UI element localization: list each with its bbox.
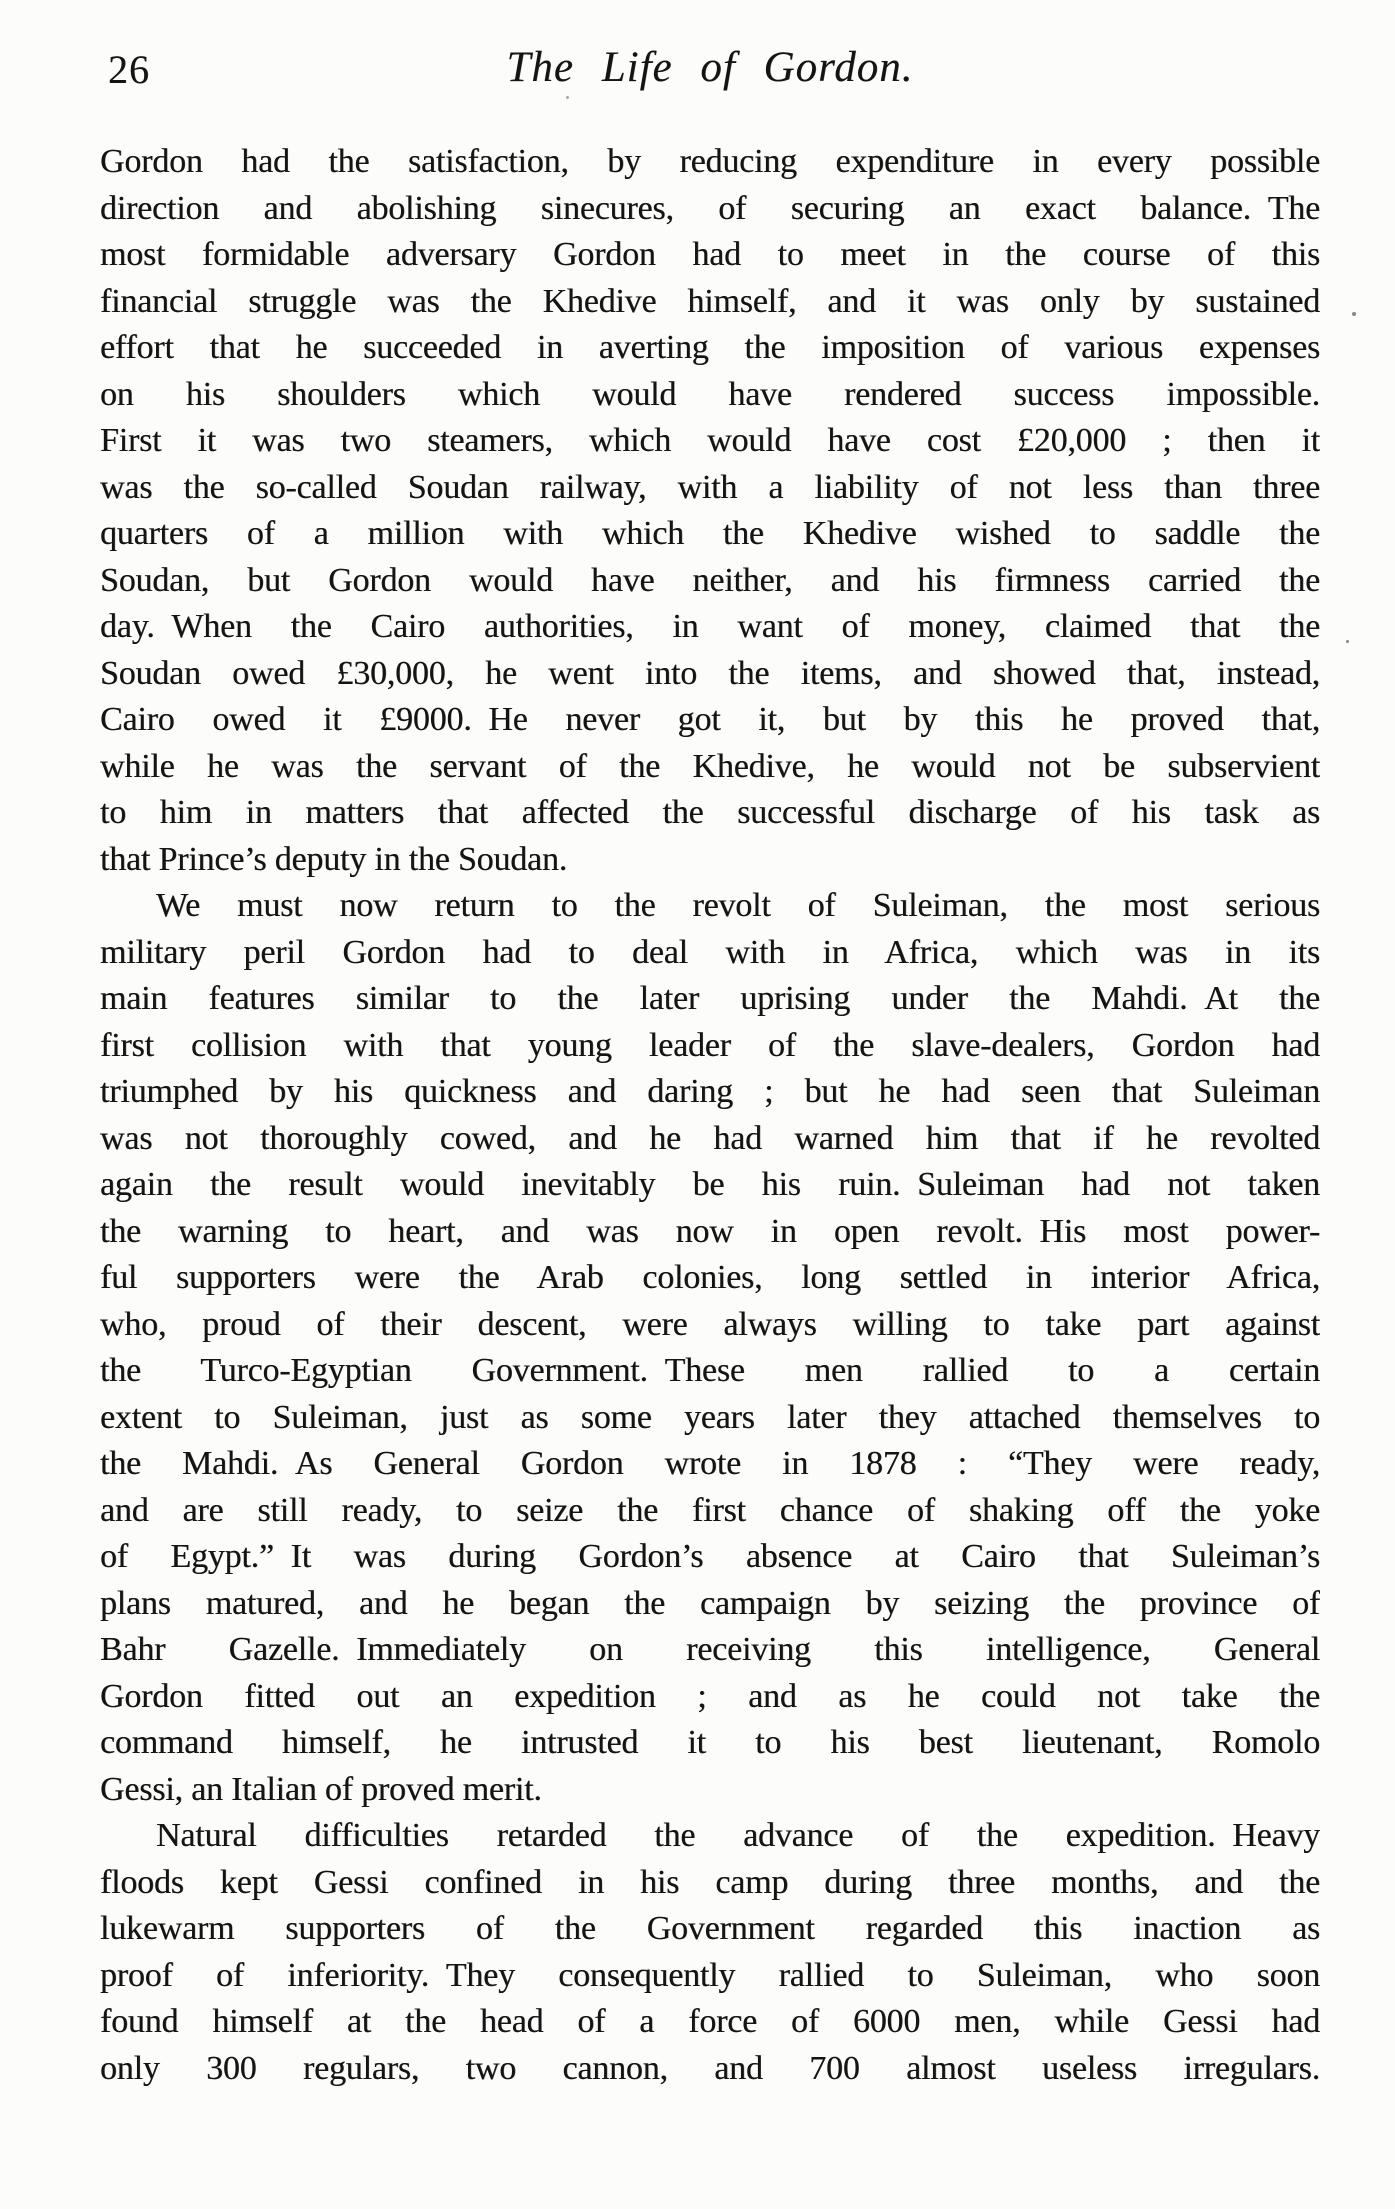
text-line: triumphed by his quickness and daring ; but he had seen that Suleiman (100, 1073, 1320, 1110)
scan-speck-icon (1352, 312, 1356, 316)
text-line: Gordon fitted out an expedition ; and as he could not take the (100, 1677, 1320, 1715)
running-title: The Life of Gordon. (506, 44, 914, 91)
text-line: Gordon had the satisfaction, by reducing expenditure in every possible (100, 143, 1320, 180)
text-line: and are still ready, to seize the first chance of shaking off the yoke (100, 1491, 1320, 1529)
text-line: again the result would inevitably be his ruin. Suleiman had not taken (100, 1166, 1320, 1203)
text-line: lukewarm supporters of the Government regarded this inaction as (100, 1910, 1320, 1947)
text-line: found himself at the head of a force of 6000 men, while Gessi had (100, 2003, 1320, 2040)
text-line: was the so-called Soudan railway, with a liability of not less than three (100, 468, 1320, 506)
text-line: first collision with that young leader of the slave-dealers, Gordon had (100, 1026, 1320, 1064)
text-line: We must now return to the revolt of Suleiman, the most serious (156, 887, 1320, 924)
text-line: most formidable adversary Gordon had to meet in the course of this (100, 236, 1320, 273)
text-line: military peril Gordon had to deal with in Africa, which was in its (100, 933, 1320, 971)
text-line: Soudan owed £30,000, he went into the items, and showed that, instead, (100, 654, 1320, 692)
text-line: command himself, he intrusted it to his best lieutenant, Romolo (100, 1724, 1320, 1761)
text-line: financial struggle was the Khedive himself, and it was only by sustained (100, 282, 1320, 320)
text-line: extent to Suleiman, just as some years later they attached themselves to (100, 1398, 1320, 1436)
text-line: Bahr Gazelle. Immediately on receiving this intelligence, General (100, 1631, 1320, 1668)
text-line: floods kept Gessi confined in his camp during three months, and the (100, 1863, 1320, 1901)
text-line: the Turco-Egyptian Government. These men rallied to a certain (100, 1352, 1320, 1389)
page-header (100, 38, 1320, 102)
scan-speck-icon (1346, 640, 1349, 643)
text-line: the warning to heart, and was now in open revolt. His most power- (100, 1212, 1320, 1250)
text-line: to him in matters that affected the successful discharge of his task as (100, 794, 1320, 831)
text-line: day. When the Cairo authorities, in want of money, claimed that the (100, 608, 1320, 645)
text-line: the Mahdi. As General Gordon wrote in 1878 : “They were ready, (100, 1445, 1320, 1482)
text-line: on his shoulders which would have rendered success impossible. (100, 375, 1320, 413)
text-line: effort that he succeeded in averting the imposition of various expenses (100, 329, 1320, 366)
text-block (100, 139, 1320, 2092)
text-line: main features similar to the later uprising under the Mahdi. At the (100, 980, 1320, 1017)
text-line: while he was the servant of the Khedive, he would not be subservient (100, 747, 1320, 785)
text-line: Soudan, but Gordon would have neither, and his firmness carried the (100, 561, 1320, 599)
text-line: that Prince’s deputy in the Soudan. (100, 840, 568, 878)
text-line: Natural difficulties retarded the advance of the expedition. Heavy (156, 1817, 1320, 1854)
text-line: of Egypt.” It was during Gordon’s absence at Cairo that Suleiman’s (100, 1538, 1320, 1575)
text-line: Gessi, an Italian of proved merit. (100, 1770, 542, 1808)
text-line: only 300 regulars, two cannon, and 700 almost useless irregulars. (100, 2049, 1320, 2087)
text-line: was not thoroughly cowed, and he had warned him that if he revolted (100, 1119, 1320, 1157)
scan-speck-icon (566, 96, 569, 99)
text-line: ful supporters were the Arab colonies, long settled in interior Africa, (100, 1259, 1320, 1296)
text-line: Cairo owed it £9000. He never got it, but by this he proved that, (100, 701, 1320, 738)
text-line: First it was two steamers, which would have cost £20,000 ; then it (100, 422, 1320, 459)
text-line: proof of inferiority. They consequently rallied to Suleiman, who soon (100, 1956, 1320, 1994)
text-line: direction and abolishing sinecures, of securing an exact balance. The (100, 189, 1320, 227)
text-line: quarters of a million with which the Khedive wished to saddle the (100, 515, 1320, 552)
page-number: 26 (108, 47, 150, 92)
text-line: plans matured, and he began the campaign by seizing the province of (100, 1584, 1320, 1622)
text-line: who, proud of their descent, were always willing to take part against (100, 1305, 1320, 1343)
